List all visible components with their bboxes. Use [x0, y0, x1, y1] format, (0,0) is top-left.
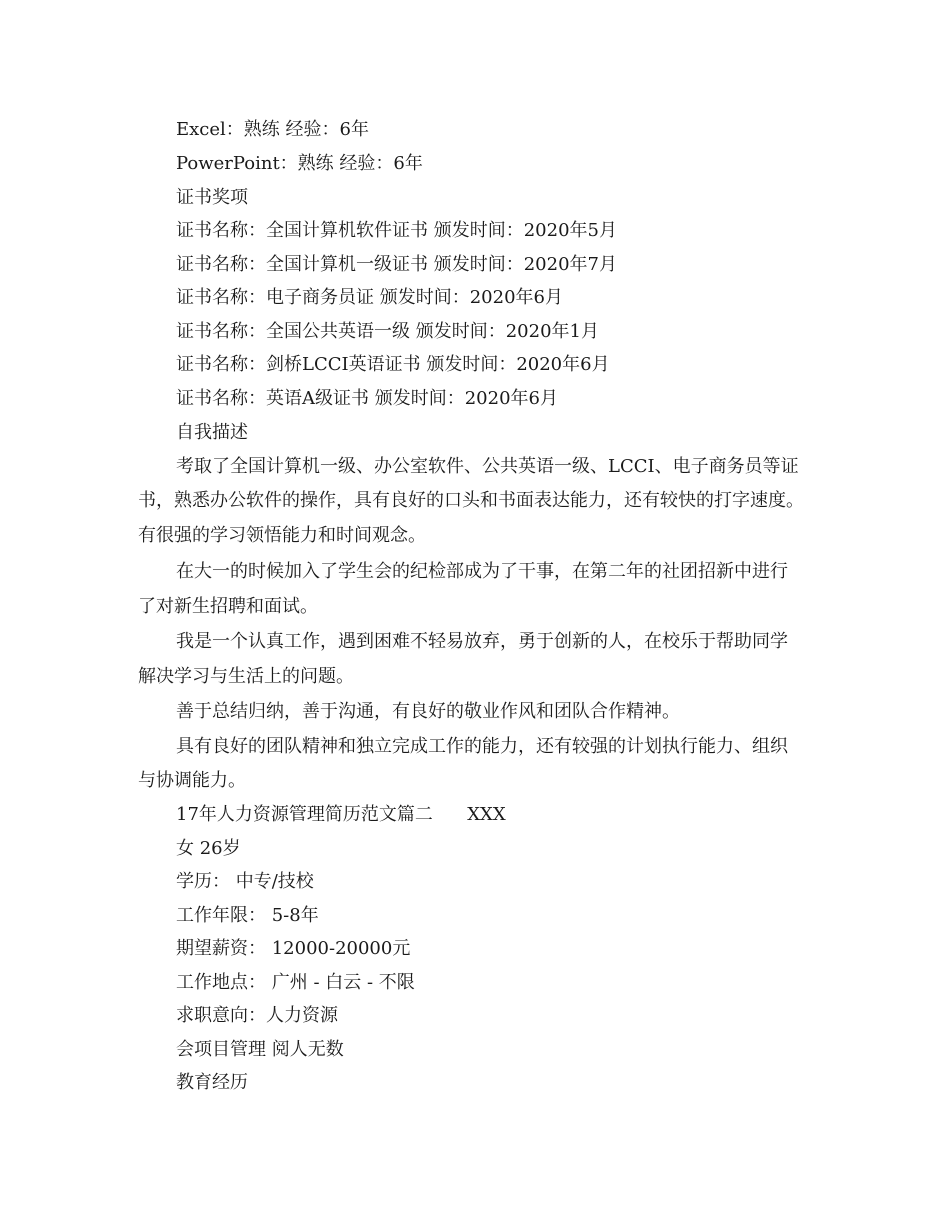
section-heading-certificates: 证书奖项	[176, 187, 248, 208]
certificate-item: 证书名称：全国计算机软件证书 颁发时间：2020年5月	[176, 220, 617, 241]
paragraph-line: 有很强的学习领悟能力和时间观念。	[138, 525, 426, 546]
paragraph-line: 了对新生招聘和面试。	[138, 596, 318, 617]
section-heading-education: 教育经历	[176, 1072, 248, 1093]
certificate-item: 证书名称：剑桥LCCI英语证书 颁发时间：2020年6月	[176, 354, 610, 375]
paragraph-line: 书，熟悉办公软件的操作，具有良好的口头和书面表达能力，还有较快的打字速度。	[138, 490, 804, 511]
education-level: 学历： 中专/技校	[176, 871, 314, 892]
skill-powerpoint: PowerPoint：熟练 经验：6年	[176, 153, 423, 174]
certificate-item: 证书名称：全国计算机一级证书 颁发时间：2020年7月	[176, 254, 617, 275]
work-location: 工作地点： 广州 - 白云 - 不限	[176, 972, 415, 993]
paragraph-line: 与协调能力。	[138, 770, 246, 791]
gender-age: 女 26岁	[176, 838, 241, 859]
skills-summary: 会项目管理 阅人无数	[176, 1039, 344, 1060]
resume-title: 17年人力资源管理简历范文篇二 XXX	[176, 804, 506, 825]
section-heading-self-description: 自我描述	[176, 422, 248, 443]
job-intention: 求职意向：人力资源	[176, 1005, 338, 1026]
work-years: 工作年限： 5-8年	[176, 905, 319, 926]
certificate-item: 证书名称：英语A级证书 颁发时间：2020年6月	[176, 388, 558, 409]
certificate-item: 证书名称：全国公共英语一级 颁发时间：2020年1月	[176, 321, 599, 342]
paragraph-line: 我是一个认真工作，遇到困难不轻易放弃，勇于创新的人，在校乐于帮助同学	[176, 631, 788, 652]
certificate-item: 证书名称：电子商务员证 颁发时间：2020年6月	[176, 287, 563, 308]
paragraph-line: 考取了全国计算机一级、办公室软件、公共英语一级、LCCI、电子商务员等证	[176, 456, 799, 477]
paragraph-line: 善于总结归纳，善于沟通，有良好的敬业作风和团队合作精神。	[176, 701, 680, 722]
skill-excel: Excel：熟练 经验：6年	[176, 119, 369, 140]
paragraph-line: 在大一的时候加入了学生会的纪检部成为了干事，在第二年的社团招新中进行	[176, 561, 788, 582]
paragraph-line: 解决学习与生活上的问题。	[138, 666, 354, 687]
expected-salary: 期望薪资： 12000-20000元	[176, 938, 411, 959]
paragraph-line: 具有良好的团队精神和独立完成工作的能力，还有较强的计划执行能力、组织	[176, 736, 788, 757]
